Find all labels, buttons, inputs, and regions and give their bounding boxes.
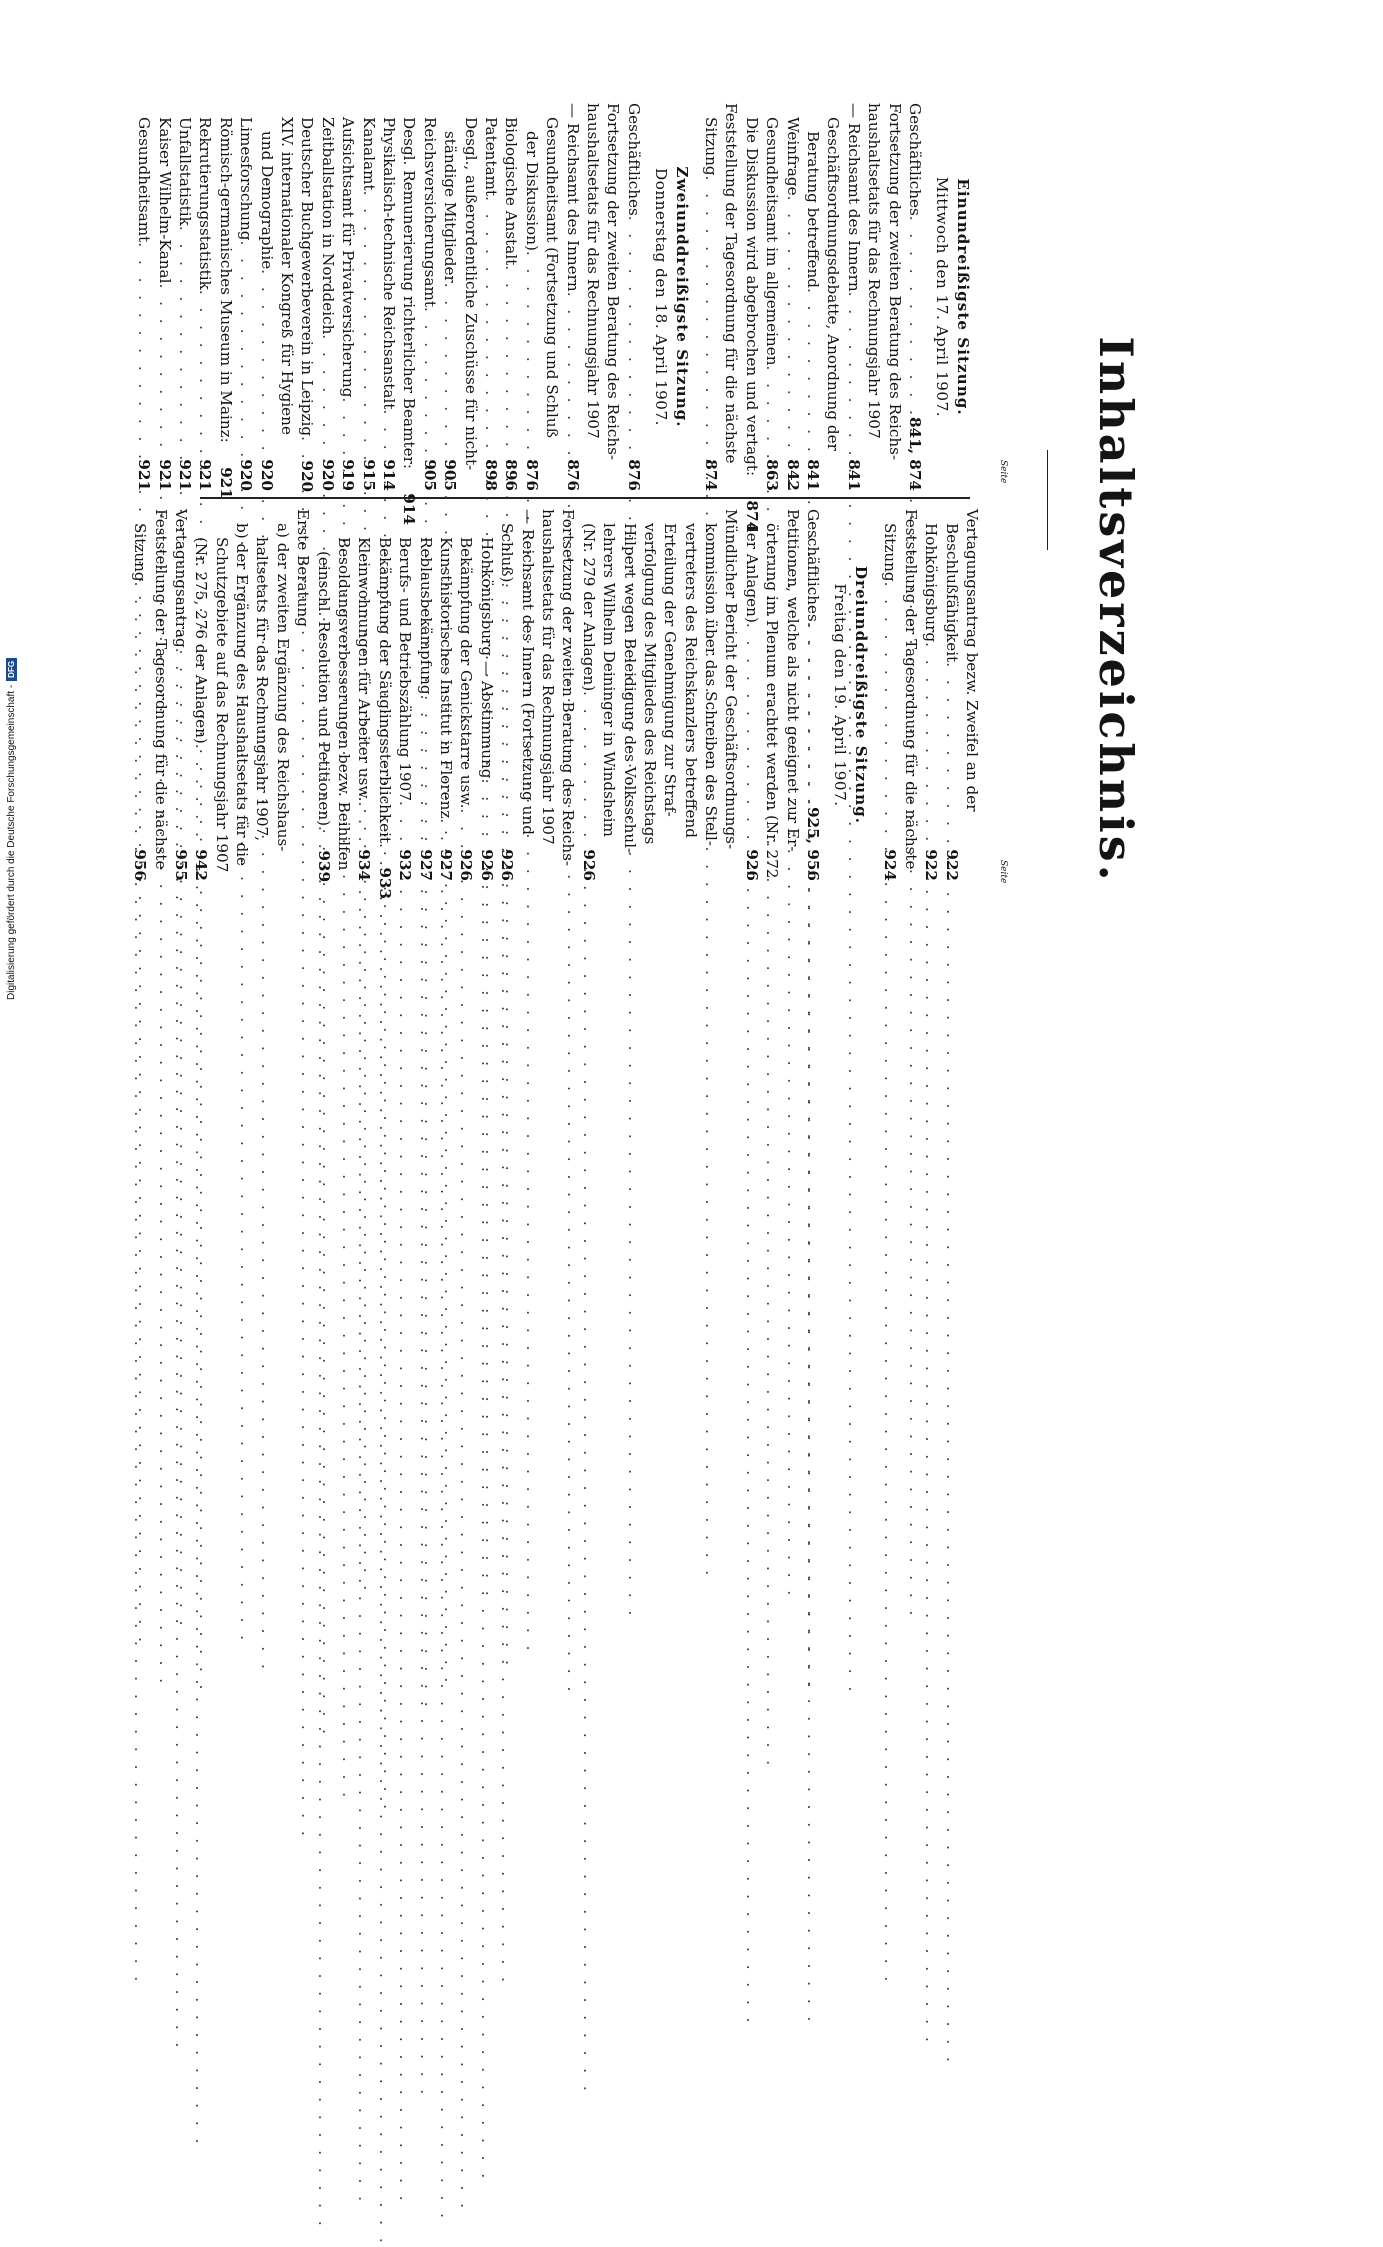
leader-dots (354, 801, 374, 837)
entry-page: 921 (176, 459, 195, 491)
toc-entry (175, 103, 195, 491)
toc-entry (762, 509, 782, 881)
entry-page: 920 (237, 459, 256, 491)
entry-text: haushaltsetats für das Rechnungsjahr 1907 (865, 103, 884, 439)
toc-entry (256, 103, 276, 491)
leader-dots (379, 409, 399, 447)
toc-entry (962, 509, 982, 881)
toc-entry (273, 509, 293, 881)
toc-entry (900, 509, 920, 881)
toc-entry (803, 103, 823, 491)
leader-dots (419, 307, 439, 447)
toc-entry (921, 509, 941, 881)
entry-page: 926 (457, 849, 476, 881)
toc-entry (599, 509, 619, 881)
leader-dots (440, 283, 460, 447)
entry-text: Fortsetzung der zweiten Beratung des Reichs- (885, 103, 904, 461)
entry-text: Kleinwohnungen für Arbeiter usw. (355, 537, 374, 802)
leader-dots (191, 744, 211, 837)
entry-text: der Anlagen) (742, 523, 761, 623)
toc-entry (843, 103, 863, 491)
seite-label-right: Seite (998, 860, 1008, 884)
leader-dots (395, 801, 415, 837)
entry-page: 926 (477, 849, 496, 881)
entry-text: — Reichsamt des Innern (Fortsetzung und (518, 509, 537, 835)
leader-dots (256, 269, 276, 447)
toc-entry (521, 103, 541, 491)
session-title: Einundreißigste Sitzung. (954, 178, 972, 416)
toc-entry (823, 103, 843, 491)
entry-text: Römisch-germanisches Museum in Mainz: (216, 117, 235, 443)
leader-dots (843, 292, 863, 447)
leader-dots (623, 216, 643, 447)
toc-entry (603, 103, 623, 491)
toc-entry (803, 509, 823, 881)
entry-text: Bekämpfung der Säuglingssterblichkeit (375, 537, 394, 844)
entry-text: a) der zweiten Ergänzung des Reichshaus- (273, 523, 292, 852)
entry-text: — Reichsamt des Innern (844, 103, 863, 292)
leader-dots (921, 642, 941, 837)
session-title: Dreiunddreißigste Sitzung. (852, 565, 871, 825)
entry-text: lehrers Wilhelm Deininger in Windsheim (600, 523, 619, 837)
toc-entry (562, 103, 582, 491)
entry-text: Beschlußfähigkeit (942, 523, 961, 663)
leader-dots (195, 290, 215, 447)
entry-page: 927 (437, 849, 456, 881)
toc-entry (252, 509, 272, 881)
entry-text: Geschäftliches (624, 103, 643, 216)
entry-text: und Demographie (257, 131, 276, 270)
entry-page: 842 (783, 459, 802, 491)
entry-text: Kaiser Wilhelm-Kanal (155, 117, 174, 284)
leader-dots (436, 818, 456, 837)
toc-entry (517, 509, 537, 881)
entry-text: Geschäftliches (906, 103, 924, 216)
entry-text: Zeitballstation in Norddeich (318, 117, 337, 335)
left-column (134, 103, 982, 533)
toc-entry (905, 103, 925, 491)
entry-text: XIV. internationaler Kongreß für Hygiene (278, 117, 297, 435)
entry-page: 926 (579, 849, 598, 881)
leader-dots (171, 648, 191, 837)
entry-text: haushaltsetats für das Rechnungsjahr 1907 (538, 509, 557, 845)
entry-text: ständige Mitglieder (441, 131, 460, 283)
entry-text: Physikalisch-technische Reichsanstalt (380, 117, 399, 410)
toc-entry (171, 509, 191, 881)
entry-text: Feststellung der Tagesordnung für die nächste (722, 103, 741, 464)
toc-entry (680, 509, 700, 881)
entry-page: 927 (416, 849, 435, 881)
toc-entry (358, 103, 378, 491)
entry-text: Feststellung der Tagesordnung für die nächste (901, 509, 920, 870)
entry-page: 905 (420, 459, 439, 491)
entry-text: Hohkönigsburg — Abstimmung (477, 537, 496, 779)
entry-text: Sitzung (131, 523, 150, 582)
entry-page: 926 (498, 849, 517, 881)
toc-entry (741, 103, 761, 533)
page-title: Inhaltsverzeichnis. (1089, 336, 1143, 884)
entry-page: 876 (624, 459, 643, 491)
entry-text: Desgl., außerordentliche Zuschüsse für nicht- (461, 117, 480, 471)
entry-text: Beratung betreffend (804, 131, 823, 289)
toc-entry (317, 103, 337, 491)
entry-page: 876 (522, 459, 541, 491)
leader-dots (501, 265, 521, 447)
leader-dots (497, 582, 517, 837)
entry-page: 921 (216, 467, 235, 499)
leader-dots (154, 283, 174, 447)
toc-entry (216, 103, 236, 499)
toc-entry (338, 103, 358, 491)
leader-dots (803, 288, 823, 447)
scanned-page (0, 0, 1383, 1000)
toc-entry (880, 509, 900, 881)
leader-dots (476, 779, 496, 837)
toc-entry (150, 509, 170, 881)
entry-text: Bekämpfung der Genickstarre usw. (457, 537, 476, 809)
session-date: Donnerstag den 18. April 1907. (651, 168, 670, 426)
toc-entry (701, 103, 721, 491)
entry-page: 863 (763, 459, 782, 491)
leader-dots (317, 334, 337, 447)
entry-text: Kanalamt (359, 117, 378, 191)
entry-text: Weinfrage (783, 117, 802, 196)
entry-text: Erteilung der Genehmigung zur Straf- (661, 523, 680, 817)
entry-text: Schutzgebiete auf das Rechnungsjahr 1907 (212, 537, 231, 873)
leader-dots (741, 623, 761, 837)
toc-entry (419, 103, 439, 491)
entry-text: Mündlicher Bericht der Geschäftsordnungs- (722, 509, 741, 850)
leader-dots (803, 622, 823, 803)
toc-entry (154, 103, 174, 491)
leader-dots (374, 843, 394, 855)
entry-text: Limesforschung (237, 117, 256, 241)
toc-entry (721, 509, 741, 881)
entry-page: 914 (400, 493, 419, 525)
leader-dots (236, 241, 256, 447)
entry-text: kommission über das Schreiben des Stell- (702, 523, 721, 846)
rotated-sheet (0, 0, 1160, 1000)
entry-text: verfolgung des Mitgliedes des Reichstags (640, 523, 659, 845)
seite-label-left: Seite (998, 460, 1008, 484)
entry-page: 933 (375, 867, 394, 900)
entry-page: 898 (481, 459, 500, 491)
entry-text: (Nr. 275, 276 der Anlagen) (192, 537, 211, 744)
entry-page: 922 (942, 849, 961, 881)
title-rule (1047, 450, 1048, 550)
entry-text: Sitzung (702, 117, 721, 176)
entry-text: Biologische Anstalt (502, 117, 521, 266)
entry-page: 920 (257, 459, 276, 491)
entry-text: Aufsichtsamt für Privatversicherung (339, 117, 358, 398)
leader-dots (578, 691, 598, 837)
entry-text: Geschäftliches (804, 509, 823, 622)
toc-entry (436, 509, 456, 881)
entry-page: 914 (380, 459, 399, 491)
entry-text: Geschäftsordnungsdebatte, Anordnung der (824, 117, 843, 451)
entry-page: 905 (441, 459, 460, 491)
entry-page: 920 (298, 460, 317, 493)
entry-page: 925, 956 (804, 807, 823, 881)
entry-page: 955 (171, 849, 190, 881)
entry-page: 924 (881, 849, 900, 881)
toc-entry (354, 509, 374, 881)
toc-entry (440, 103, 460, 491)
entry-text: Reichsversicherungsamt (420, 117, 439, 308)
toc-entry (232, 509, 252, 881)
entry-page: 876 (563, 459, 582, 491)
entry-text: Rekrutierungsstatistik (196, 117, 215, 290)
entry-text: Patentamt (481, 117, 500, 197)
leader-dots (481, 196, 501, 447)
leader-dots (562, 292, 582, 447)
entry-text: — Reichsamt des Innern (563, 103, 582, 292)
leader-dots (521, 251, 541, 447)
toc-entry (481, 103, 501, 491)
entry-page: 874 (702, 459, 721, 491)
entry-text: Sitzung (881, 523, 900, 582)
entry-page: 922 (922, 849, 941, 881)
leader-dots (338, 397, 358, 447)
toc-entry (460, 103, 480, 491)
toc-entry (741, 509, 761, 881)
entry-text: Besoldungsverbesserungen bezw. Beihilfen (335, 537, 354, 871)
entry-text: Vertagungsantrag (171, 509, 190, 648)
toc-entry (640, 509, 660, 881)
digitization-note (6, 658, 17, 1000)
leader-dots (880, 582, 900, 837)
toc-entry (884, 103, 904, 491)
entry-text: Hohkönigsburg (922, 523, 941, 643)
toc-entry (501, 103, 521, 491)
entry-page: 896 (502, 459, 521, 491)
entry-page: 920 (318, 459, 337, 491)
entry-page: 939 (314, 850, 333, 883)
entry-text: Schluß) (498, 523, 517, 583)
toc-entry (415, 509, 435, 881)
toc-entry (660, 509, 680, 881)
toc-entry (497, 509, 517, 881)
session-date: Freitag den 19. April 1907. (831, 583, 850, 807)
toc-entry (130, 509, 150, 881)
leader-dots (134, 242, 154, 447)
toc-entry (864, 103, 884, 491)
toc-entry (297, 103, 317, 491)
entry-text: (einschl. Resolution und Petitionen) (314, 551, 333, 827)
toc-entry (195, 103, 215, 491)
entry-page: 915 (359, 459, 378, 491)
toc-entry (538, 509, 558, 881)
toc-entry (277, 103, 297, 491)
toc-entry (583, 103, 603, 491)
entry-page: 921 (135, 459, 154, 491)
entry-text: Fortsetzung der zweiten Beratung des Reichs- (604, 103, 623, 461)
toc-entry (379, 103, 399, 491)
toc-entry (619, 509, 639, 881)
toc-entry (721, 103, 741, 491)
entry-text: haushaltsetats für das Rechnungsjahr 1907 (583, 103, 602, 439)
entry-text: Hilpert wegen Beleidigung des Volksschul- (620, 523, 639, 854)
leader-dots (175, 226, 195, 447)
entry-page: 841, 874 (906, 417, 924, 491)
entry-text: Gesundheitsamt (Fortsetzung und Schluß (543, 117, 562, 438)
entry-page: 841 (804, 459, 823, 491)
entry-page: 921 (196, 459, 215, 491)
toc-entry (211, 509, 231, 881)
toc-entry (476, 509, 496, 881)
entry-text: (Nr. 279 der Anlagen) (579, 523, 598, 692)
leader-dots (358, 191, 378, 447)
session-title: Zweiunddreißigste Sitzung. (672, 166, 691, 428)
entry-page: 926 (742, 849, 761, 881)
entry-text: Fortsetzung der zweiten Beratung des Reichs- (559, 509, 578, 867)
toc-entry (293, 509, 313, 881)
leader-dots (782, 196, 802, 447)
toc-entry (134, 103, 154, 491)
digitization-text: Digitalisierung gefördert durch die Deutsche Forschungsgemeinschaft - (6, 684, 17, 1000)
entry-text: Berufs- und Betriebszählung 1907 (396, 537, 415, 802)
toc-entry (395, 509, 415, 881)
toc-entry (456, 509, 476, 881)
entry-text: Gesundheitsamt im allgemeinen (763, 117, 782, 366)
entry-page: 932 (396, 849, 415, 881)
leader-dots (313, 826, 333, 838)
leader-dots (456, 808, 476, 837)
entry-text: Gesundheitsamt (135, 117, 154, 243)
toc-entry (782, 509, 802, 881)
entry-text: b) der Ergänzung des Haushaltsetats für die (233, 523, 252, 867)
right-column (130, 509, 982, 900)
toc-entry (941, 509, 961, 881)
entry-text: der Diskussion) (522, 131, 541, 251)
entry-page: 942 (192, 849, 211, 881)
toc-entry (701, 509, 721, 881)
toc-entry (313, 509, 333, 881)
toc-entry (374, 509, 394, 900)
session-date: Mittwoch den 17. April 1907. (933, 176, 951, 418)
toc-entry (623, 103, 643, 491)
leader-dots (297, 436, 317, 448)
entry-text: Petitionen, welche als nicht geeignet zur Er- (783, 509, 802, 852)
entry-text: Feststellung der Tagesordnung für die nächste (151, 509, 170, 870)
leader-dots (701, 176, 721, 447)
entry-page: 921 (155, 459, 174, 491)
toc-entry (236, 103, 256, 491)
entry-text: Desgl. Remunerierung richterlicher Beamter: (400, 117, 419, 469)
entry-text: Deutscher Buchgewerbeverein in Leipzig (298, 117, 317, 437)
toc-entry (578, 509, 598, 881)
entry-text: Kunsthistorisches Institut in Florenz (437, 537, 456, 819)
leader-dots (130, 582, 150, 837)
toc-entry (399, 103, 419, 525)
entry-text: Erste Beratung (294, 509, 313, 627)
toc-entry (334, 509, 354, 881)
toc-entry (542, 103, 562, 491)
entry-text: Unfallstatistik (176, 117, 195, 226)
entry-page: 956 (131, 849, 150, 881)
leader-dots (905, 216, 925, 413)
dfg-logo: DFG (6, 658, 17, 681)
entry-page: 934 (355, 849, 374, 881)
toc-entry (558, 509, 578, 881)
leader-dots (941, 662, 961, 837)
entry-text: Reblausbekämpfung (416, 537, 435, 695)
entry-text: Vertagungsantrag bezw. Zweifel an der (963, 509, 981, 812)
entry-page: 919 (339, 459, 358, 491)
leader-dots (415, 695, 435, 837)
entry-page: 841 (844, 459, 863, 491)
toc-entry (782, 103, 802, 491)
entry-text: örterung im Plenum erachtet werden (Nr. 272 (763, 523, 782, 879)
entry-text: haltsetats für das Rechnungsjahr 1907, (253, 537, 272, 842)
entry-page: 874 (742, 500, 761, 533)
entry-text: vertreters des Reichskanzlers betreffend (681, 523, 700, 838)
leader-dots (762, 365, 782, 447)
toc-entry (191, 509, 211, 881)
toc-entry (762, 103, 782, 491)
entry-text: Die Diskussion wird abgebrochen und vertagt: (742, 117, 761, 477)
